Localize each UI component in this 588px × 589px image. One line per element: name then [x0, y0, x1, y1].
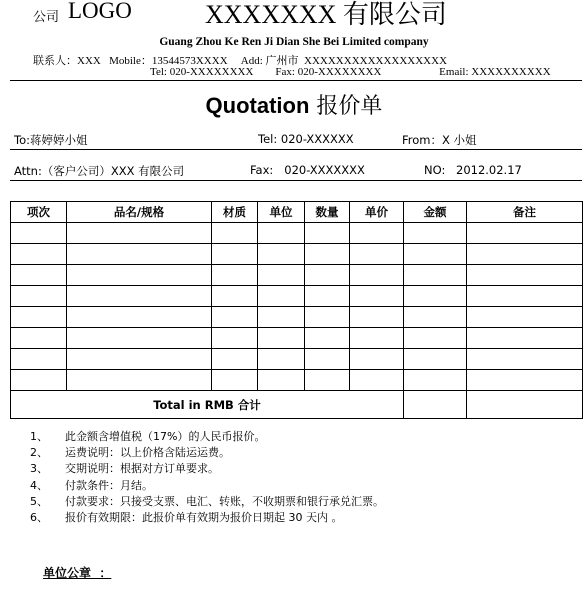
meta-divider-2: [10, 180, 582, 181]
table-cell[interactable]: [258, 223, 305, 244]
table-cell[interactable]: [11, 370, 67, 391]
table-cell[interactable]: [404, 349, 467, 370]
table-row: [11, 265, 583, 286]
table-cell[interactable]: [350, 286, 404, 307]
to-field: To:蒋婷婷小姐: [14, 133, 88, 147]
table-row: [11, 223, 583, 244]
table-cell[interactable]: [467, 265, 583, 286]
logo-text: LOGO: [68, 0, 132, 23]
column-header-amount: 金额: [404, 202, 467, 223]
column-header-product: 品名/规格: [67, 202, 212, 223]
table-cell[interactable]: [467, 244, 583, 265]
table-cell[interactable]: [67, 286, 212, 307]
table-cell[interactable]: [350, 370, 404, 391]
table-cell[interactable]: [67, 370, 212, 391]
title-chinese: 报价单: [316, 94, 383, 119]
term-text: 报价有效期限：此报价单有效期为报价日期起 30 天内 。: [65, 511, 343, 525]
table-row: [11, 370, 583, 391]
term-number: 3、: [30, 462, 48, 476]
table-cell[interactable]: [212, 223, 258, 244]
table-row: [11, 328, 583, 349]
company-seal-label: 单位公章 ：: [43, 566, 112, 580]
terms-list: [30, 429, 384, 526]
table-cell[interactable]: [467, 349, 583, 370]
table-cell[interactable]: [404, 265, 467, 286]
table-row: [11, 244, 583, 265]
table-cell[interactable]: [11, 244, 67, 265]
table-cell[interactable]: [258, 328, 305, 349]
table-cell[interactable]: [258, 244, 305, 265]
term-number: 6、: [30, 511, 48, 525]
table-cell[interactable]: [350, 328, 404, 349]
table-cell[interactable]: [467, 328, 583, 349]
table-row: [11, 307, 583, 328]
table-cell[interactable]: [258, 307, 305, 328]
term-number: 4、: [30, 478, 48, 492]
column-header-material: 材质: [212, 202, 258, 223]
term-text: 付款要求：只接受支票、电汇、转账，不收期票和银行承兑汇票。: [65, 494, 384, 508]
table-cell[interactable]: [305, 307, 350, 328]
table-cell[interactable]: [258, 370, 305, 391]
title-english: Quotation: [205, 93, 310, 118]
total-label: Total in RMB 合计: [11, 391, 404, 419]
table-cell[interactable]: [350, 223, 404, 244]
column-header-item-no: 项次: [11, 202, 67, 223]
table-cell[interactable]: [67, 328, 212, 349]
table-cell[interactable]: [212, 286, 258, 307]
table-cell[interactable]: [258, 286, 305, 307]
column-header-quantity: 数量: [305, 202, 350, 223]
term-number: 1、: [30, 430, 48, 443]
table-cell[interactable]: [404, 223, 467, 244]
tel-field: Tel: 020-XXXXXX: [258, 132, 354, 146]
table-cell[interactable]: [258, 349, 305, 370]
term-text: 付款条件：月结。: [65, 478, 153, 492]
table-cell[interactable]: [305, 265, 350, 286]
logo-prefix: 公司: [33, 9, 60, 24]
term-text: 交期说明：根据对方订单要求。: [65, 462, 219, 476]
from-field: From：X 小姐: [402, 133, 477, 147]
table-header-row: [11, 202, 583, 223]
total-row: [11, 391, 583, 419]
contact-line: 联系人：XXX Mobile：13544573XXXX Add: 广州市 XXXXXXXXXXXXXXXXXX: [33, 55, 448, 67]
quote-number: 2012.02.17: [456, 163, 522, 177]
table-cell[interactable]: [305, 370, 350, 391]
table-cell[interactable]: [212, 307, 258, 328]
term-text: 此金额含增值税（17%）的人民币报价。: [65, 430, 266, 443]
table-cell[interactable]: [350, 265, 404, 286]
table-cell[interactable]: [404, 370, 467, 391]
table-cell[interactable]: [404, 244, 467, 265]
no-label: NO:: [424, 163, 446, 177]
term-text: 运费说明：以上价格含陆运运费。: [65, 446, 230, 460]
table-cell[interactable]: [67, 307, 212, 328]
table-cell[interactable]: [11, 286, 67, 307]
table-cell[interactable]: [11, 328, 67, 349]
table-cell[interactable]: [305, 349, 350, 370]
table-cell[interactable]: [212, 349, 258, 370]
table-cell[interactable]: [258, 265, 305, 286]
table-cell[interactable]: [11, 223, 67, 244]
meta-divider-1: [10, 149, 582, 150]
table-cell[interactable]: [404, 286, 467, 307]
table-cell[interactable]: [467, 307, 583, 328]
table-cell[interactable]: [305, 223, 350, 244]
column-header-unit: 单位: [258, 202, 305, 223]
total-amount-cell[interactable]: [404, 391, 467, 419]
fax-field: Fax: 020-XXXXXXX: [250, 163, 365, 177]
table-cell[interactable]: [467, 370, 583, 391]
term-number: 2、: [30, 446, 48, 460]
total-remarks-cell[interactable]: [467, 391, 583, 419]
quotation-table: [10, 201, 583, 419]
table-cell[interactable]: [350, 307, 404, 328]
table-cell[interactable]: [350, 349, 404, 370]
term-item: [30, 478, 384, 494]
table-row: [11, 286, 583, 307]
table-cell[interactable]: [11, 265, 67, 286]
document-title: [0, 89, 588, 120]
tel-fax-email-line: Tel: 020-XXXXXXXX Fax: 020-XXXXXXXX Email: XXXXXXXXXX: [150, 66, 551, 78]
company-english-name: Guang Zhou Ke Ren Ji Dian She Bei Limited company: [159, 36, 429, 48]
table-cell[interactable]: [467, 223, 583, 244]
company-name: XXXXXXX 有限公司: [205, 0, 447, 29]
term-item: [30, 494, 384, 510]
table-cell[interactable]: [404, 328, 467, 349]
table-cell[interactable]: [11, 307, 67, 328]
column-header-unit-price: 单价: [350, 202, 404, 223]
table-cell[interactable]: [467, 286, 583, 307]
table-cell[interactable]: [212, 328, 258, 349]
table-cell[interactable]: [212, 244, 258, 265]
column-header-remarks: 备注: [467, 202, 583, 223]
table-cell[interactable]: [404, 307, 467, 328]
term-item: [30, 461, 384, 477]
table-cell[interactable]: [67, 244, 212, 265]
header-divider: [10, 80, 582, 81]
table-cell[interactable]: [305, 328, 350, 349]
table-cell[interactable]: [67, 223, 212, 244]
table-row: [11, 349, 583, 370]
table-cell[interactable]: [305, 286, 350, 307]
term-item: [30, 429, 384, 445]
table-cell[interactable]: [67, 265, 212, 286]
table-cell[interactable]: [212, 370, 258, 391]
attn-field: Attn:（客户公司）XXX 有限公司: [14, 164, 185, 178]
table-cell[interactable]: [11, 349, 67, 370]
term-item: [30, 510, 384, 526]
term-item: [30, 445, 384, 461]
table-cell[interactable]: [67, 349, 212, 370]
table-cell[interactable]: [350, 244, 404, 265]
term-number: 5、: [30, 494, 48, 508]
table-cell[interactable]: [212, 265, 258, 286]
table-cell[interactable]: [305, 244, 350, 265]
